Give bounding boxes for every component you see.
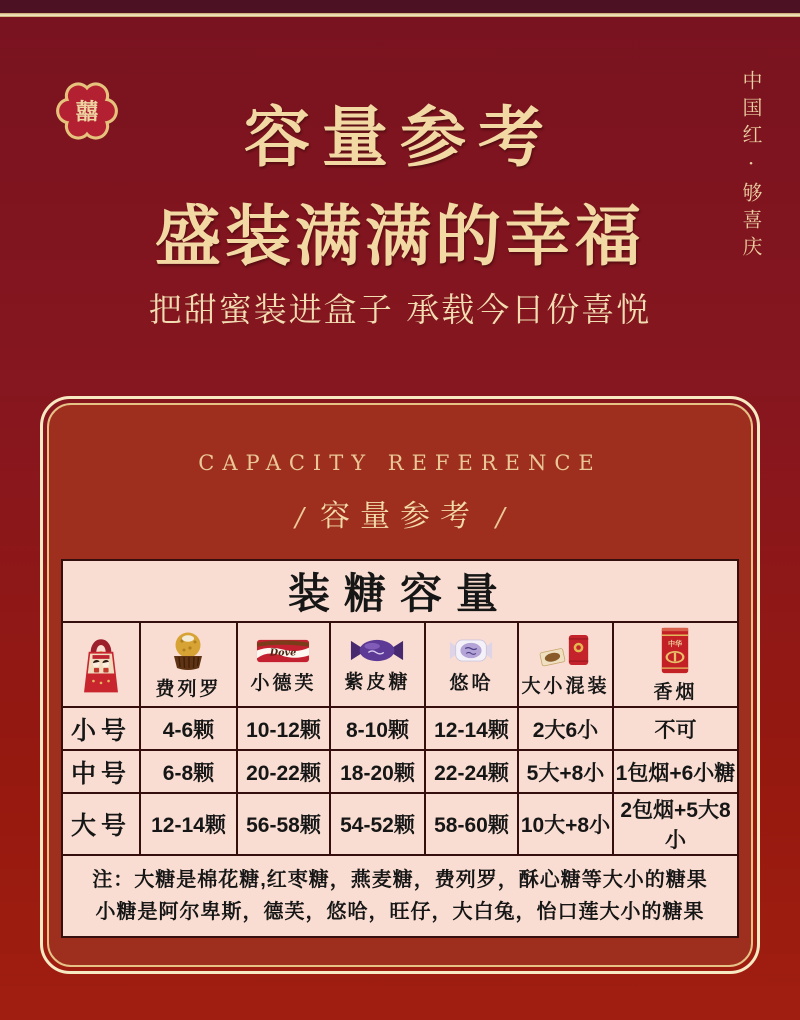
capacity-value: 8-10颗 <box>330 707 425 750</box>
size-label: 小号 <box>62 707 140 750</box>
panel-heading <box>49 491 751 535</box>
uha-candy-icon <box>447 635 495 666</box>
badge-character: 囍 <box>75 99 99 126</box>
capacity-value: 10大+8小 <box>518 793 613 855</box>
capacity-value: 54-52颗 <box>330 793 425 855</box>
slash-left: / <box>295 503 304 533</box>
capacity-value: 不可 <box>613 707 738 750</box>
svg-text:中华: 中华 <box>668 638 683 648</box>
capacity-value: 10-12颗 <box>237 707 330 750</box>
capacity-value: 18-20颗 <box>330 750 425 793</box>
product-label: 费列罗 <box>155 678 222 700</box>
table-title: 装糖容量 <box>62 560 738 622</box>
capacity-value: 56-58颗 <box>237 793 330 855</box>
capacity-table <box>61 559 739 938</box>
capacity-value: 1包烟+6小糖 <box>613 750 738 793</box>
cigarette-icon <box>658 626 692 675</box>
capacity-value: 4-6颗 <box>140 707 237 750</box>
purple-candy-icon <box>349 636 405 665</box>
table-note <box>62 855 738 937</box>
capacity-value: 5大+8小 <box>518 750 613 793</box>
capacity-value: 2包烟+5大8小 <box>613 793 738 855</box>
product-label: 紫皮糖 <box>344 672 411 693</box>
capacity-value: 6-8颗 <box>140 750 237 793</box>
product-label: 香烟 <box>653 682 698 703</box>
subtitle: 把甜蜜装进盒子 承载今日份喜悦 <box>148 290 652 329</box>
gift-box-icon <box>80 632 122 698</box>
capacity-panel <box>40 396 760 974</box>
product-label: 悠哈 <box>449 673 494 694</box>
title-line-1: 容量参考 <box>244 98 556 176</box>
capacity-value: 2大6小 <box>518 707 613 750</box>
size-label: 大号 <box>62 793 140 855</box>
gift-box-cell <box>62 622 140 707</box>
capacity-value: 58-60颗 <box>425 793 518 855</box>
note-line-1: 注：大糖是棉花糖,红枣糖，燕麦糖，费列罗，酥心糖等大小的糖果 <box>92 869 708 891</box>
mixed-candy-icon <box>537 632 593 669</box>
title-line-2: 盛装满满的幸福 <box>155 197 645 275</box>
product-header-row <box>62 622 738 707</box>
capacity-value: 20-22颗 <box>237 750 330 793</box>
product-label: 大小混装 <box>521 676 610 697</box>
note-line-2: 小糖是阿尔卑斯，德芙，悠哈，旺仔，大白兔，怡口莲大小的糖果 <box>95 901 705 923</box>
slash-right: / <box>496 503 505 533</box>
page-title <box>0 84 800 278</box>
ferrero-icon <box>166 630 210 672</box>
table-row-small <box>62 707 738 750</box>
capacity-value: 12-14颗 <box>140 793 237 855</box>
panel-heading-text: 容量参考 <box>320 499 480 534</box>
product-label: 小德芙 <box>250 673 317 694</box>
size-label: 中号 <box>62 750 140 793</box>
panel-eyebrow: CAPACITY REFERENCE <box>198 451 602 475</box>
capacity-value: 12-14颗 <box>425 707 518 750</box>
svg-text:Dove: Dove <box>270 647 297 659</box>
table-row-medium <box>62 750 738 793</box>
capacity-value: 22-24颗 <box>425 750 518 793</box>
top-dark-strip <box>0 0 800 13</box>
side-slogan: 中国红·够喜庆 <box>739 70 763 263</box>
top-gold-line <box>0 13 800 17</box>
dove-icon <box>256 635 310 666</box>
table-row-large <box>62 793 738 855</box>
